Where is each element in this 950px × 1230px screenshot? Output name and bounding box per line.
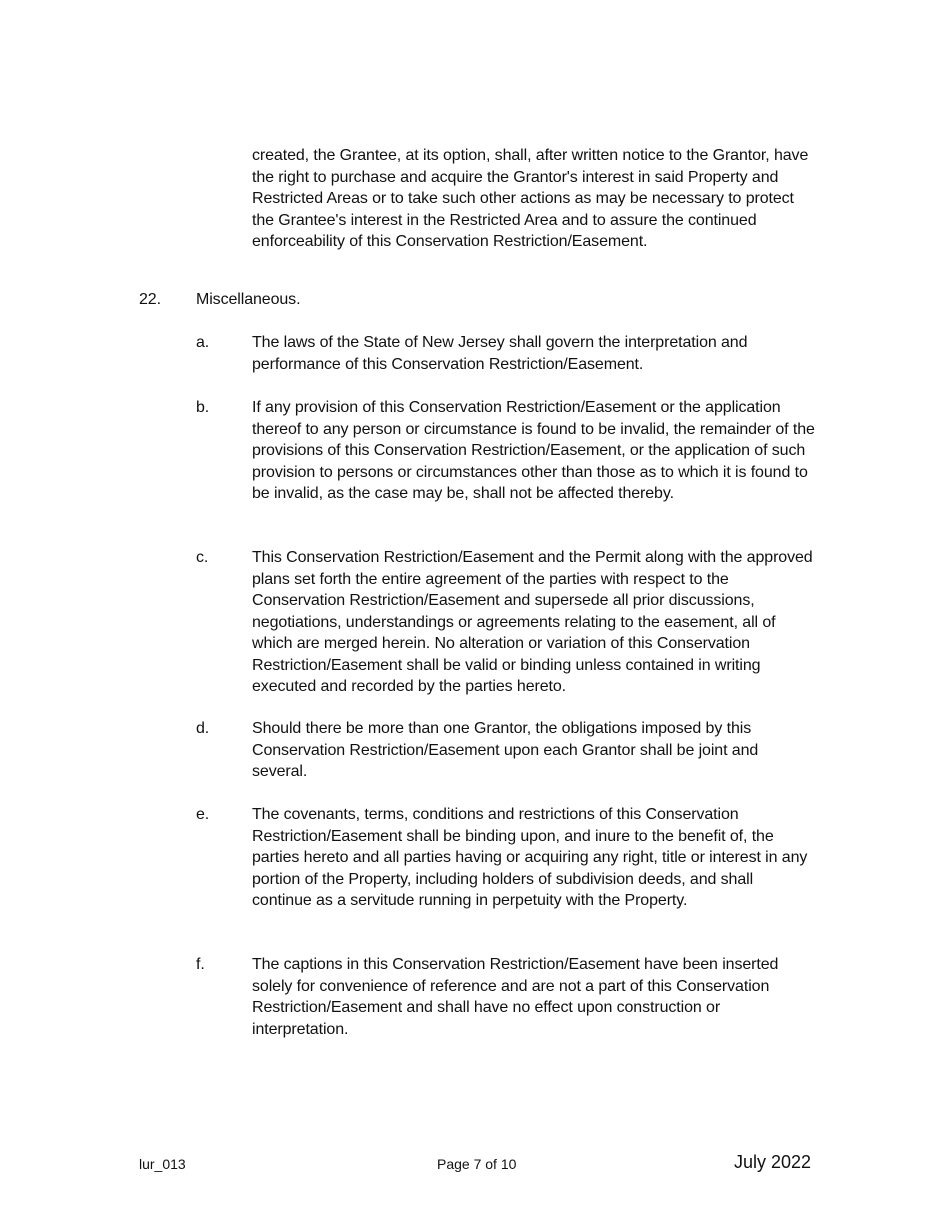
subsection-letter-f: f.: [196, 956, 205, 973]
subsection-text-e: The covenants, terms, conditions and restrictions of this Conservation Restriction/Easement shall be binding upon, and inure to the benefit of, the parties hereto and all parties having or acquiring any right, title or interest in any portion of the Property, including holders of subdivision deeds, and shall continue as a servitude running in perpetuity with the Property.: [252, 806, 808, 909]
continuation-paragraph: created, the Grantee, at its option, shall, after written notice to the Grantor, have the right to purchase and acquire the Grantor's interest in said Property and Restricted Areas or to take such other actions as may be necessary to protect the Grantee's interest in the Restricted Area and to assure the continued enforceability of this Conservation Restriction/Easement.: [252, 147, 809, 250]
subsection-letter-c: c.: [196, 549, 209, 566]
footer-date: July 2022: [733, 1152, 811, 1172]
subsection-letter-a: a.: [196, 334, 210, 351]
footer-page-number: Page 7 of 10: [437, 1156, 517, 1172]
section-number: 22.: [139, 291, 161, 308]
subsection-text-c: This Conservation Restriction/Easement and the Permit along with the approved plans set forth the entire agreement of the parties with respect to the Conservation Restriction/Easement and supersede all prior discussions, negotiations, understandings or agreements relating to the easement, all of which are merged herein. No alteration or variation of this Conservation Restriction/Easement shall be valid or binding unless contained in writing executed and recorded by the parties hereto.: [252, 549, 813, 695]
subsection-letter-e: e.: [196, 806, 210, 823]
subsection-text-b: If any provision of this Conservation Restriction/Easement or the application thereof to any person or circumstance is found to be invalid, the remainder of the provisions of this Conservation Restriction/Easement, or the application of such provision to persons or circumstances other than those as to which it is found to be invalid, as the case may be, shall not be affected thereby.: [252, 399, 815, 502]
footer-form-id: lur_013: [139, 1156, 186, 1172]
subsection-text-d: Should there be more than one Grantor, the obligations imposed by this Conservation Restriction/Easement upon each Grantor shall be joint and several.: [252, 720, 759, 780]
subsection-text-f: The captions in this Conservation Restriction/Easement have been inserted solely for convenience of reference and are not a part of this Conservation Restriction/Easement and shall have no effect upon construction or interpretation.: [252, 956, 779, 1038]
subsection-letter-b: b.: [196, 399, 210, 416]
subsection-text-a: The laws of the State of New Jersey shall govern the interpretation and performance of this Conservation Restriction/Easement.: [252, 334, 748, 373]
section-title: Miscellaneous.: [196, 291, 301, 308]
subsection-letter-d: d.: [196, 720, 210, 737]
